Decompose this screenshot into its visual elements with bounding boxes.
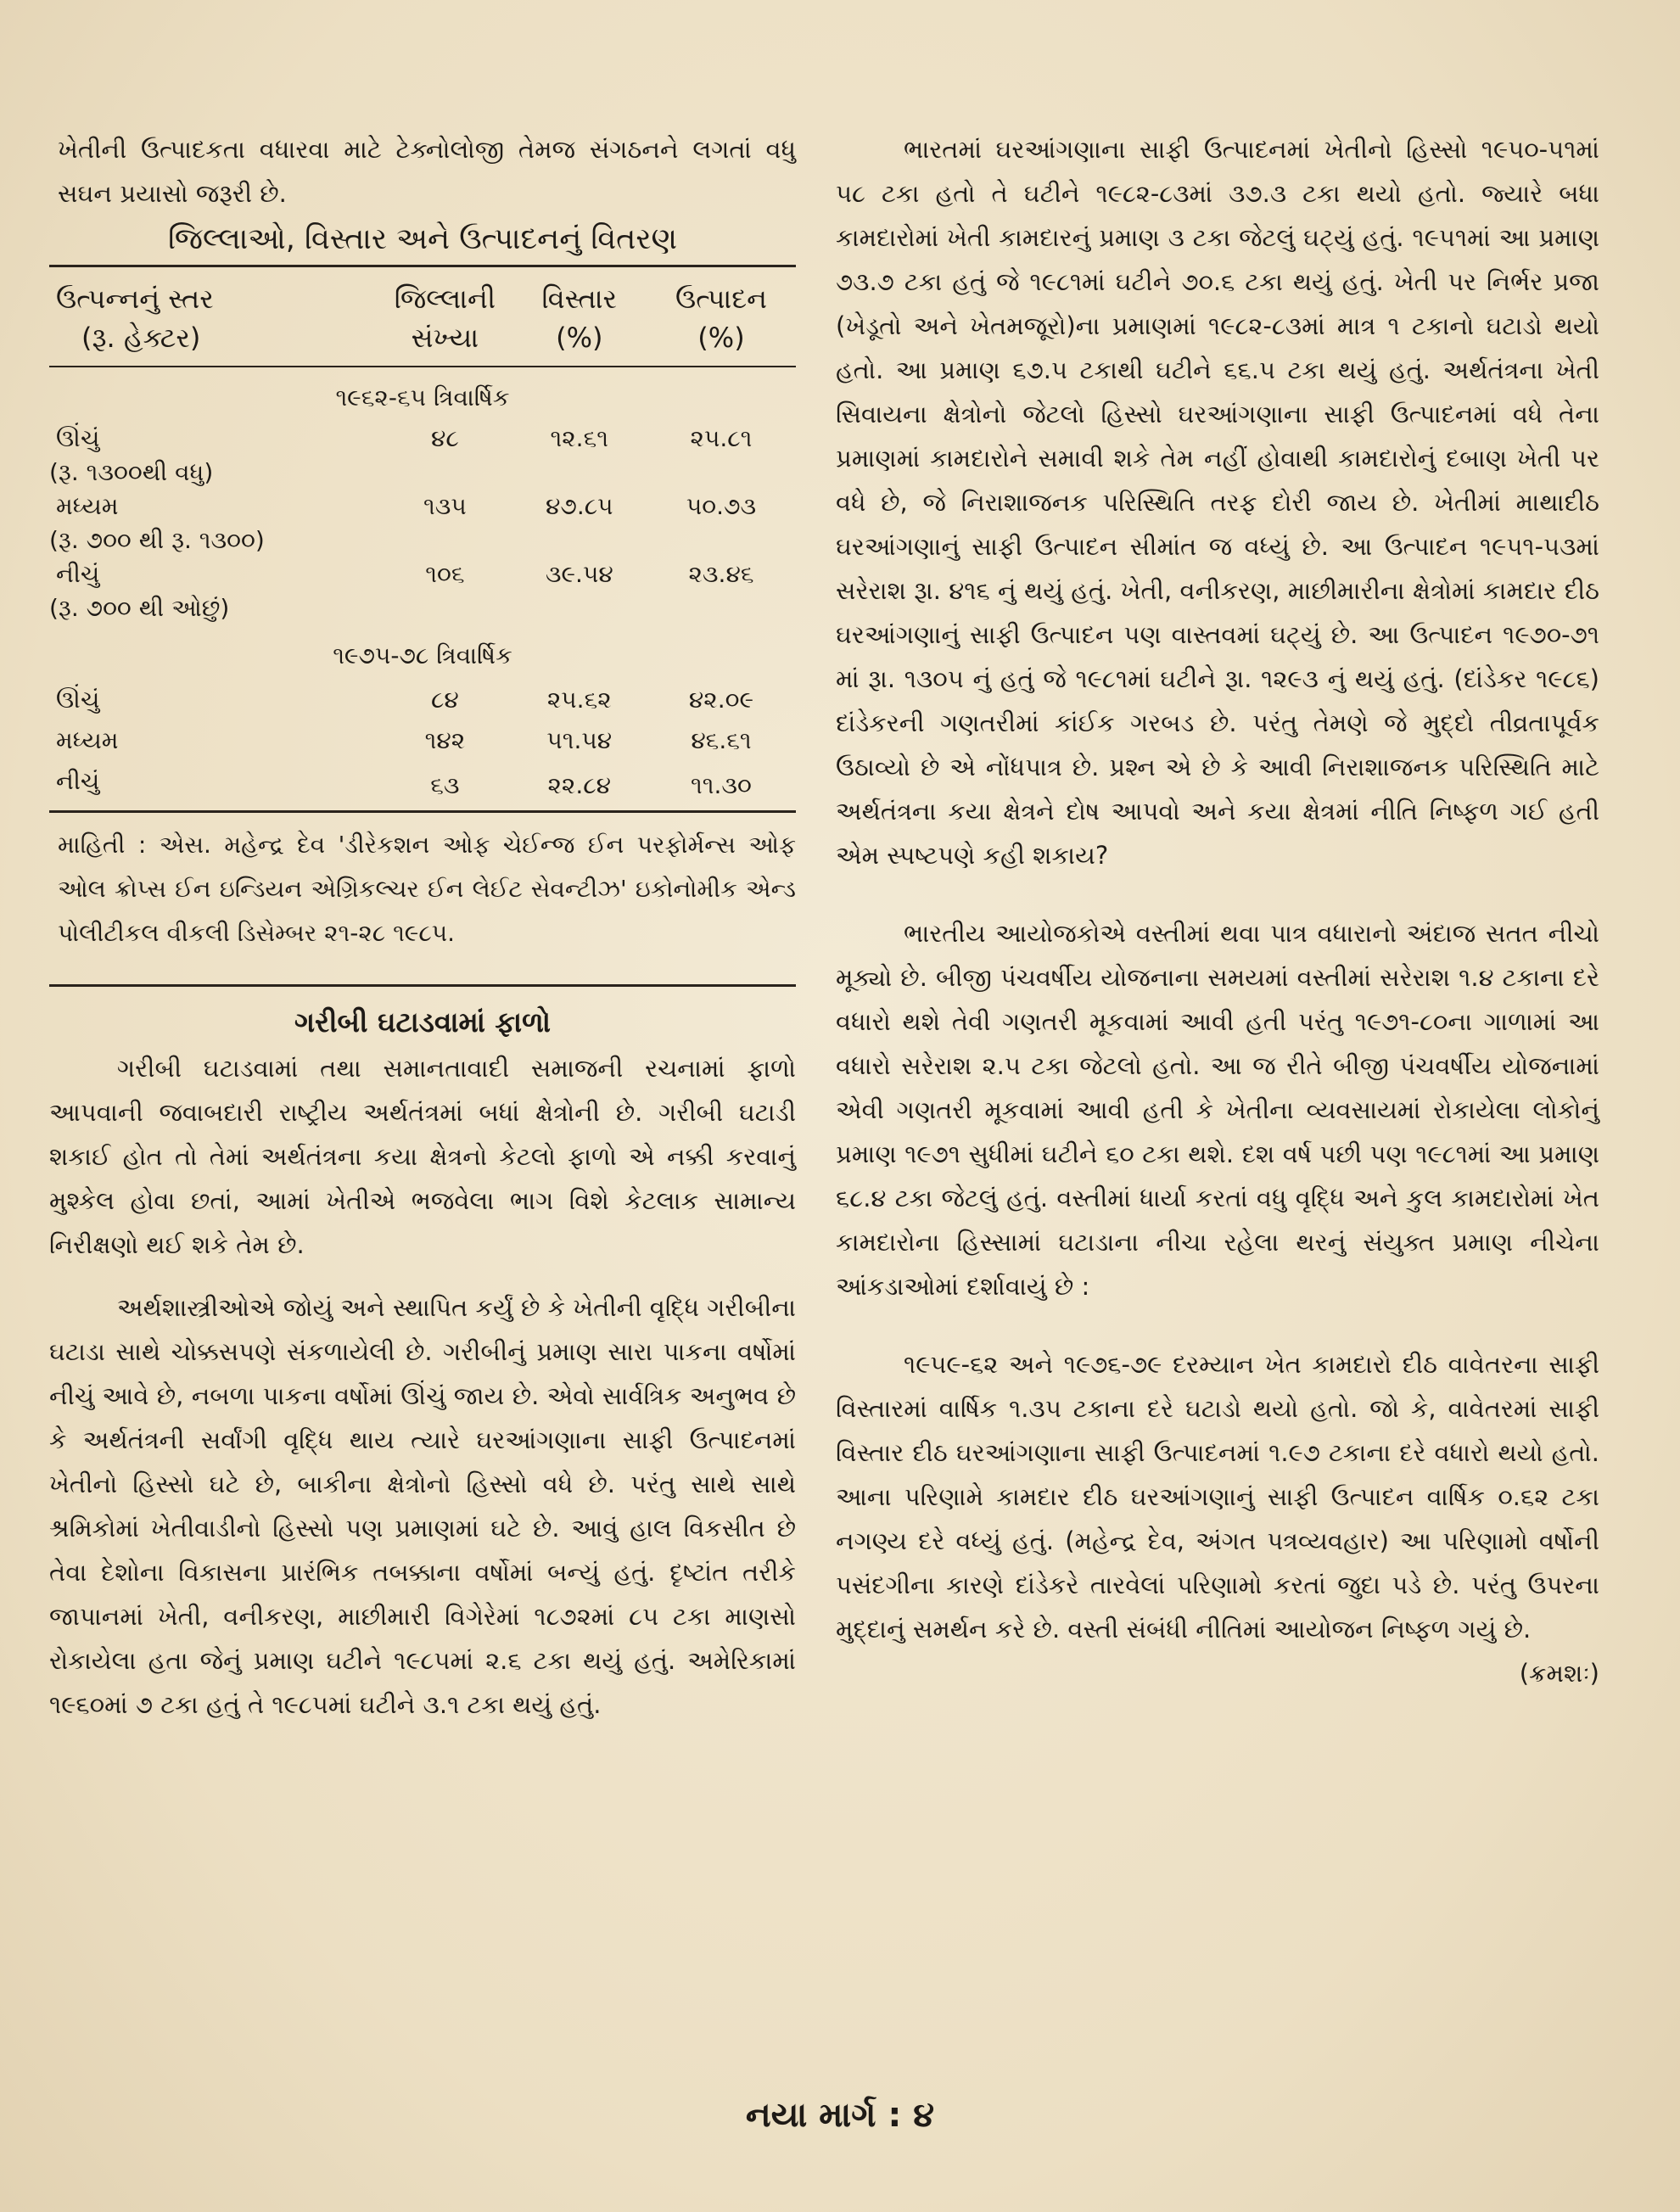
table-row-note: (રૂ. ૭૦૦ થી ઓછું) <box>49 594 230 622</box>
period-row: ૧૯૬૨-૬૫ ત્રિવાર્ષિક <box>335 384 510 412</box>
table-title: જિલ્લાઓ, વિસ્તાર અને ઉત્પાદનનું વિતરણ <box>168 222 677 256</box>
table-row-note: (રૂ. ૧૩૦૦થી વધુ) <box>49 458 214 486</box>
table-row: ઊંચું ૮૪ ૨૫.૬૨ ૪૨.૦૯ <box>56 686 754 714</box>
table-bottom-rule <box>49 810 796 813</box>
table-row: મધ્યમ ૧૪૨ ૫૧.૫૪ ૪૬.૬૧ <box>56 726 752 754</box>
continued-marker: (ક્રમશઃ) <box>1519 1659 1599 1688</box>
intro-text: ખેતીની ઉત્પાદકતા વધારવા માટે ટેક્નોલોજી તેમજ સંગઠનને લગતાં વધુ સઘન પ્રયાસો જરૂરી છે. <box>58 135 796 208</box>
paragraph: ભારતીય આયોજકોએ વસ્તીમાં થવા પાત્ર વધારાનો અંદાજ સતત નીચો મૂક્યો છે. બીજી પંચવર્ષીય યોજનાના સમયમાં વસ્તીમાં સરેરાશ ૧.૪ ટકાના દરે વધારો થશે તેવી ગણતરી મૂકવામાં આવી હતી પરંતુ ૧૯૭૧-૮૦ના ગાળામાં આ વધારો સરેરાશ ૨.૫ ટકા જેટલો હતો. આ જ રીતે બીજી પંચવર્ષીય યોજનામાં એવી ગણતરી મૂકવામાં આવી હતી કે ખેતીના વ્યવસાયમાં રોકાયેલા લોકોનું પ્રમાણ ૧૯૭૧ સુધીમાં ઘટીને ૬૦ ટકા થશે. દશ વર્ષ પછી પણ ૧૯૮૧માં આ પ્રમાણ ૬૮.૪ ટકા જેટલું હતું. વસ્તીમાં ધાર્યા કરતાં વધુ વૃદ્ધિ અને કુલ કામદારોમાં ખેત કામદારોના હિસ્સામાં ઘટાડાના નીચા રહેલા થરનું સંયુક્ત પ્રમાણ નીચેના આંકડાઓમાં દર્શાવાયું છે : <box>836 919 1599 1301</box>
left-column <box>49 127 796 1727</box>
period-row: ૧૯૭૫-૭૮ ત્રિવાર્ષિક <box>333 641 512 669</box>
table-source: માહિતી : એસ. મહેન્દ્ર દેવ 'ડીરેકશન ઓફ ચેઈન્જ ઈન પરફોર્મન્સ ઓફ ઓલ ક્રોપ્સ ઈન ઇન્ડિયન એગ્રિકલ્ચર ઈન લેઈટ સેવન્ટીઝ' ઇકોનોમીક એન્ડ પોલીટીકલ વીકલી ડિસેમ્બર ૨૧-૨૮ ૧૯૮૫. <box>58 831 796 947</box>
header-districts: જિલ્લાની સંખ્યા <box>394 283 496 354</box>
page-footer: નયા માર્ગ : ૪ <box>745 2096 935 2135</box>
right-column <box>836 127 1599 1695</box>
section-divider <box>49 984 796 987</box>
distribution-table <box>49 267 796 810</box>
header-area: વિસ્તાર (%) <box>541 283 618 354</box>
paragraph: ૧૯૫૯-૬૨ અને ૧૯૭૬-૭૯ દરમ્યાન ખેત કામદારો દીઠ વાવેતરના સાફી વિસ્તારમાં વાર્ષિક ૧.૩૫ ટકાના દરે ઘટાડો થયો હતો. જો કે, વાવેતરમાં સાફી વિસ્તાર દીઠ ઘરઆંગણાના સાફી ઉત્પાદનમાં ૧.૯૭ ટકાના દરે વધારો થયો હતો. આના પરિણામે કામદાર દીઠ ઘરઆંગણાનું સાફી ઉત્પાદન વાર્ષિક ૦.૬૨ ટકા નગણ્ય દરે વધ્યું હતું. (મહેન્દ્ર દેવ, અંગત પત્રવ્યવહાર) આ પરિણામો વર્ષોની પસંદગીના કારણે દાંડેકરે તારવેલાં પરિણામો કરતાં જુદા પડે છે. પરંતુ ઉપરના મુદ્દાનું સમર્થન કરે છે. વસ્તી સંબંધી નીતિમાં આયોજન નિષ્ફળ ગયું છે. (ક્રમશઃ) <box>836 1342 1599 1651</box>
header-level: ઉત્પન્નનું સ્તર (રૂ. હેક્ટર) <box>56 283 214 354</box>
table-row: ઊંચું ૪૮ ૧૨.૬૧ ૨૫.૮૧ <box>56 424 753 452</box>
table-row-note: (રૂ. ૭૦૦ થી રૂ. ૧૩૦૦) <box>49 526 265 554</box>
paragraph: અર્થશાસ્ત્રીઓએ જોયું અને સ્થાપિત કર્યું છે કે ખેતીની વૃદ્ધિ ગરીબીના ઘટાડા સાથે ચોક્કસપણે સંકળાયેલી છે. ગરીબીનું પ્રમાણ સારા પાકના વર્ષોમાં નીચું આવે છે, નબળા પાકના વર્ષોમાં ઊંચું જાય છે. એવો સાર્વત્રિક અનુભવ છે કે અર્થતંત્રની સર્વાંગી વૃદ્ધિ થાય ત્યારે ઘરઆંગણાના સાફી ઉત્પાદનમાં ખેતીનો હિસ્સો ઘટે છે, બાકીના ક્ષેત્રોનો હિસ્સો વધે છે. પરંતુ સાથે સાથે શ્રમિકોમાં ખેતીવાડીનો હિસ્સો પણ પ્રમાણમાં ઘટે છે. આવું હાલ વિકસીત છે તેવા દેશોના વિકાસના પ્રારંભિક તબક્કાના વર્ષોમાં બન્યું હતું. દૃષ્ટાંત તરીકે જાપાનમાં ખેતી, વનીકરણ, માછીમારી વિગેરેમાં ૧૮૭૨માં ૮૫ ટકા માણસો રોકાયેલા હતા જેનું પ્રમાણ ઘટીને ૧૯૮૫માં ૨.૬ ટકા થયું હતું. અમેરિકામાં ૧૯૬૦માં ૭ ટકા હતું તે ૧૯૮૫માં ઘટીને ૩.૧ ટકા થયું હતું. <box>49 1293 796 1719</box>
section-title: ગરીબી ઘટાડવામાં ફાળો <box>294 1005 552 1039</box>
table-row: નીચું ૬૩ ૨૨.૮૪ ૧૧.૩૦ <box>56 767 752 799</box>
table-row: મધ્યમ ૧૩૫ ૪૭.૮૫ ૫૦.૭૩ <box>56 492 757 520</box>
table-header-row <box>49 267 796 366</box>
header-output: ઉત્પાદન (%) <box>675 283 767 354</box>
table-row: નીચું ૧૦૬ ૩૯.૫૪ ૨૩.૪૬ <box>56 560 754 588</box>
paragraph: ગરીબી ઘટાડવામાં તથા સમાનતાવાદી સમાજની રચનામાં ફાળો આપવાની જવાબદારી રાષ્ટ્રીય અર્થતંત્રમાં બધાં ક્ષેત્રોની છે. ગરીબી ઘટાડી શકાઈ હોત તો તેમાં અર્થતંત્રના કયા ક્ષેત્રનો કેટલો ફાળો એ નક્કી કરવાનું મુશ્કેલ હોવા છતાં, આમાં ખેતીએ ભજવેલા ભાગ વિશે કેટલાક સામાન્ય નિરીક્ષણો થઈ શકે તેમ છે. <box>49 1054 796 1259</box>
paragraph: ભારતમાં ઘરઆંગણાના સાફી ઉત્પાદનમાં ખેતીનો હિસ્સો ૧૯૫૦-૫૧માં ૫૮ ટકા હતો તે ઘટીને ૧૯૮૨-૮૩માં ૩૭.૩ ટકા થયો હતો. જ્યારે બધા કામદારોમાં ખેતી કામદારનું પ્રમાણ ૩ ટકા જેટલું ઘટ્યું હતું. ૧૯૫૧માં આ પ્રમાણ ૭૩.૭ ટકા હતું જે ૧૯૮૧માં ઘટીને ૭૦.૬ ટકા થયું હતું. ખેતી પર નિર્ભર પ્રજા (ખેડૂતો અને ખેતમજૂરો)ના પ્રમાણમાં ૧૯૮૨-૮૩માં માત્ર ૧ ટકાનો ઘટાડો થયો હતો. આ પ્રમાણ ૬૭.૫ ટકાથી ઘટીને ૬૬.૫ ટકા થયું હતું. અર્થતંત્રના ખેતી સિવાયના ક્ષેત્રોનો જેટલો હિસ્સો ઘરઆંગણાના સાફી ઉત્પાદનમાં વધે તેના પ્રમાણમાં કામદારોને સમાવી શકે તેમ નહીં હોવાથી કામદારોનું દબાણ ખેતી પર વધે છે, જે નિરાશાજનક પરિસ્થિતિ તરફ દોરી જાય છે. ખેતીમાં માથાદીઠ ઘરઆંગણાનું સાફી ઉત્પાદન સીમાંત જ વધ્યું છે. આ ઉત્પાદન ૧૯૫૧-૫૩માં સરેરાશ રૂા. ૪૧૬ નું થયું હતું. ખેતી, વનીકરણ, માછીમારીના ક્ષેત્રોમાં કામદાર દીઠ ઘરઆંગણાનું સાફી ઉત્પાદન પણ વાસ્તવમાં ઘટ્યું છે. આ ઉત્પાદન ૧૯૭૦-૭૧ માં રૂા. ૧૩૦૫ નું હતું જે ૧૯૮૧માં ઘટીને રૂા. ૧૨૯૩ નું થયું હતું. (દાંડેકર ૧૯૮૬) દાંડેકરની ગણતરીમાં કાંઈક ગરબડ છે. પરંતુ તેમણે જે મુદ્દો તીવ્રતાપૂર્વક ઉઠાવ્યો છે એ નોંધપાત્ર છે. પ્રશ્ન એ છે કે આવી નિરાશાજનક પરિસ્થિતિ માટે અર્થતંત્રના કયા ક્ષેત્રને દોષ આપવો અને કયા ક્ષેત્રમાં નીતિ નિષ્ફળ ગઈ હતી એમ સ્પષ્ટપણે કહી શકાય? <box>836 135 1599 870</box>
